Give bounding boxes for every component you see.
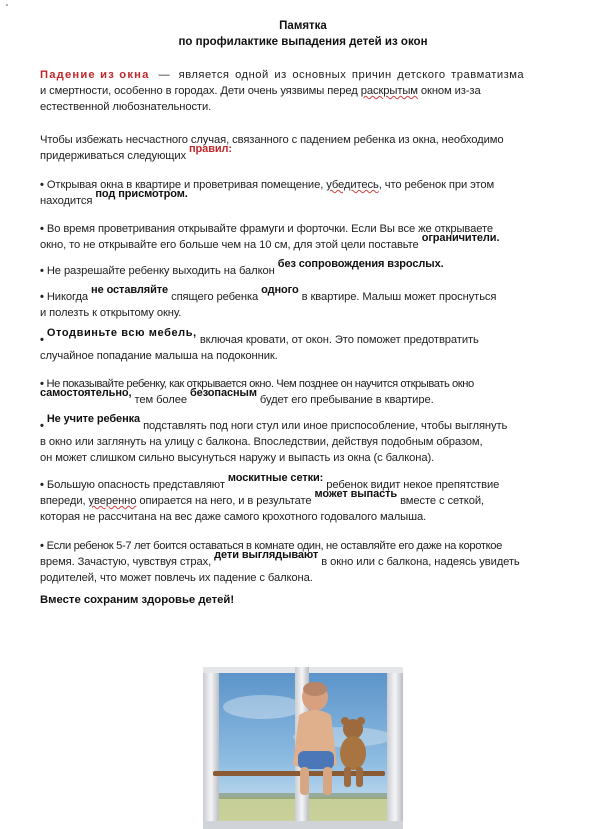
mosquito-c: впереди, [40, 495, 86, 507]
chair-line-3: он может слишком сильно высунуться наружу и выпасть из окна (с балкона). [40, 452, 435, 464]
sleeping-bold-2: одного [261, 284, 299, 296]
mosquito-f: вместе с сеткой, [400, 495, 485, 507]
intro-dash: — [158, 69, 170, 81]
paragraph-mosquito [40, 472, 588, 525]
chair-a: подставлять под ноги стул или иное приспособление, чтобы выглянуть [143, 420, 508, 432]
rules-line-2: придерживаться следующих [40, 150, 186, 162]
paragraph-furniture [40, 327, 588, 364]
paragraph-rules [40, 132, 588, 164]
mosquito-e: опирается на него, и в результате [139, 495, 312, 507]
title-line-1: Памятка [279, 20, 327, 32]
supervision-line-1a: Открывая окна в квартире и проветривая помещение, [46, 179, 324, 191]
document-title [0, 18, 606, 50]
sleeping-c: в квартире. Малыш может проснуться [301, 291, 497, 303]
paragraph-supervision [40, 177, 588, 209]
mosquito-bold-1: москитные сетки: [227, 472, 324, 484]
fear-b: в окно или с балкона, надеясь увидеть [321, 556, 520, 568]
supervision-line-1b: убедитесь [326, 179, 379, 191]
ventilation-bold: ограничители. [421, 232, 500, 244]
intro-line-1: является одной из основных причин детского травматизма [178, 69, 525, 81]
fear-bold: дети выглядывают [214, 549, 319, 561]
opening-a: тем более [134, 394, 187, 406]
intro-line-3: естественной любознательности. [40, 101, 212, 113]
title-line-2: по профилактике выпадения детей из окон [178, 36, 428, 48]
sleeping-b: спящего ребенка [171, 291, 259, 303]
bullet-icon: • [40, 265, 44, 277]
child-at-window-image [203, 667, 403, 829]
paragraph-opening [40, 376, 588, 408]
sleeping-line-2: и полезть к открытому окну. [40, 307, 182, 319]
opening-bold-2: безопасным [189, 387, 257, 399]
bullet-icon: • [40, 378, 44, 390]
bullet-icon: • [40, 179, 44, 191]
intro-line-2c: окном из-за [420, 85, 481, 97]
paragraph-ventilation [40, 221, 588, 253]
fear-line-1: Если ребенок 5-7 лет боится оставаться в комнате один, не оставляйте его даже на короткое [46, 540, 503, 552]
opening-bold-1: самостоятельно, [40, 387, 132, 399]
bullet-icon: • [40, 334, 44, 346]
supervision-bold: под присмотром. [95, 188, 188, 200]
rules-line-1: Чтобы избежать несчастного случая, связанного с падением ребенка из окна, необходимо [40, 134, 504, 146]
supervision-line-2: находится [40, 195, 93, 207]
bullet-icon: • [40, 291, 44, 303]
intro-line-2a: и смертности, особенно в городах. Дети очень уязвимы перед [40, 85, 358, 97]
paragraph-balcony [40, 258, 588, 279]
chair-line-2: в окно или заглянуть на улицу с балкона. Впоследствии, действуя подобным образом, [40, 436, 483, 448]
bullet-icon: • [40, 479, 44, 491]
bullet-icon: • [40, 223, 44, 235]
opening-b: будет его пребывание в квартире. [259, 394, 434, 406]
opening-line-1: Не показывайте ребенку, как открывается окно. Чем позднее он научится открывать окно [46, 378, 474, 390]
intro-paragraph [40, 67, 588, 115]
intro-line-2b: раскрытым [360, 85, 418, 97]
bullet-icon: • [40, 420, 44, 432]
furniture-a: включая кровати, от окон. Это поможет [199, 334, 401, 346]
ventilation-line-1: Во время проветривания открывайте фрамуги и форточки. Если Вы все же открываете [46, 223, 494, 235]
fear-a: время. Зачастую, чувствуя страх, [40, 556, 212, 568]
paragraph-chair [40, 413, 588, 466]
mosquito-line-3: которая не рассчитана на вес даже самого крохотного годовалого малыша. [40, 511, 427, 523]
bullet-icon: • [40, 540, 44, 552]
sleeping-bold-1: не оставляйте [91, 284, 169, 296]
sleeping-a: Никогда [46, 291, 89, 303]
ventilation-line-2: окно, то не открывайте его больше чем на 10 см, для этой цели поставьте [40, 239, 419, 251]
chair-bold: Не учите ребенка [46, 413, 141, 425]
supervision-line-1c: , что ребенок при этом [378, 179, 495, 191]
paragraph-fear [40, 538, 588, 586]
scan-speck [6, 4, 8, 6]
fear-line-3: родителей, что может повлечь их падение с балкона. [40, 572, 313, 584]
closing-line: Вместе сохраним здоровье детей! [40, 594, 235, 606]
balcony-text: Не разрешайте ребенку выходить на балкон [46, 265, 275, 277]
mosquito-b: ребенок видит некое препятствие [326, 479, 500, 491]
furniture-b: предотвратить [403, 334, 479, 346]
balcony-bold: без сопровождения взрослых. [277, 258, 444, 270]
furniture-bold: Отодвиньте всю мебель, [46, 327, 197, 339]
mosquito-a: Большую опасность представляют [46, 479, 225, 491]
mosquito-d: уверенно [88, 495, 137, 507]
mosquito-bold-2: может выпасть [314, 488, 398, 500]
paragraph-sleeping [40, 284, 588, 321]
intro-heading: Падение из окна [40, 69, 150, 81]
furniture-line-2: случайное попадание малыша на подоконник. [40, 350, 278, 362]
rules-highlight: правил: [189, 143, 232, 155]
window-illustration [203, 667, 403, 829]
